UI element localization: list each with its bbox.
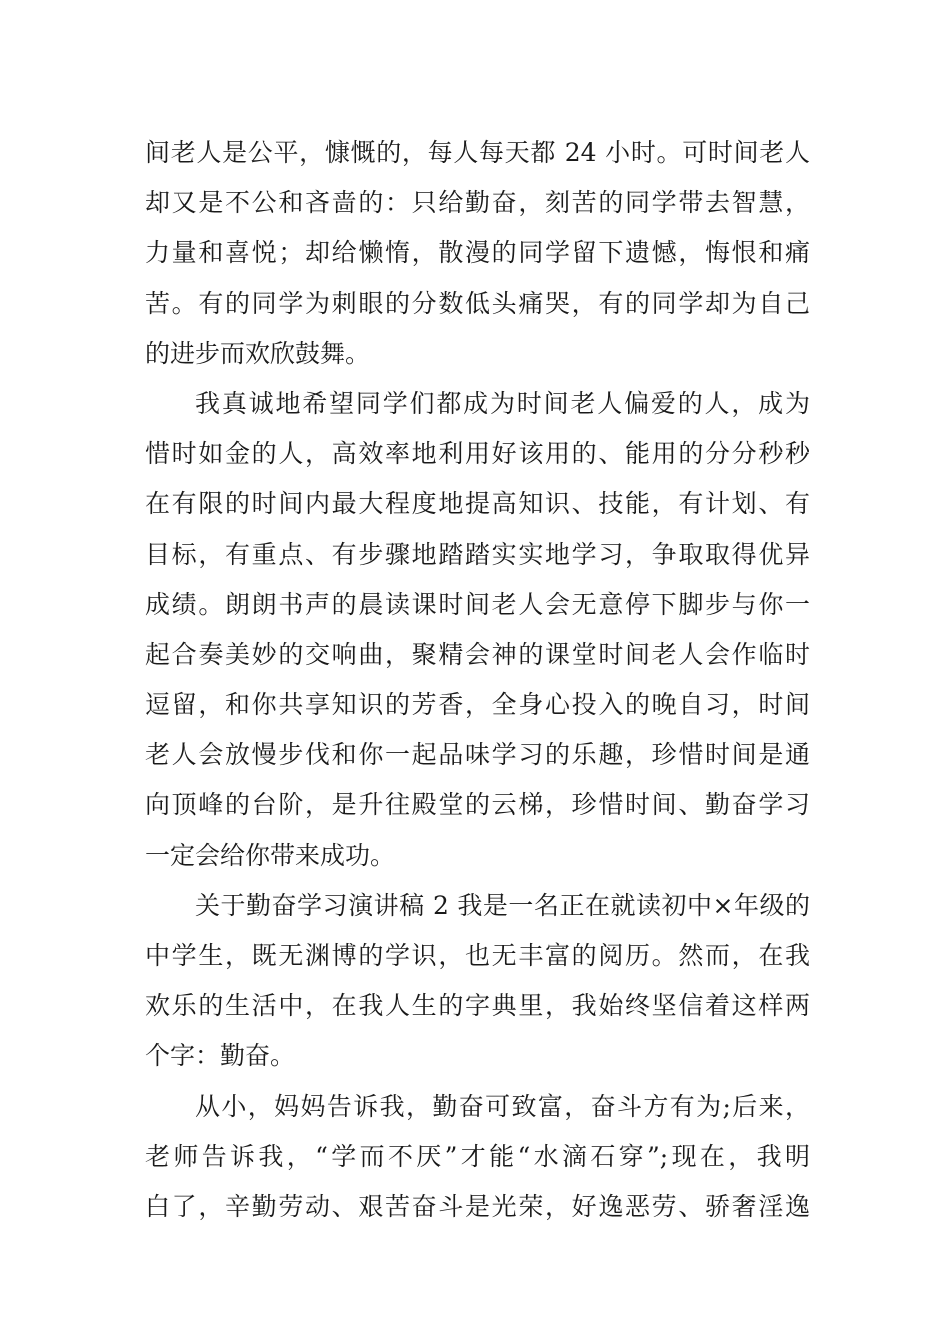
text-line: 起合奏美妙的交响曲，聚精会神的课堂时间老人会作临时	[145, 639, 810, 669]
text-line: 力量和喜悦；却给懒惰，散漫的同学留下遗憾，悔恨和痛	[145, 238, 810, 268]
text-line: 向顶峰的台阶，是升往殿堂的云梯，珍惜时间、勤奋学习	[145, 790, 810, 820]
text-line: 老人会放慢步伐和你一起品味学习的乐趣，珍惜时间是通	[145, 740, 810, 770]
text-line: 欢乐的生活中，在我人生的字典里，我始终坚信着这样两	[145, 991, 810, 1021]
text-line: 成绩。朗朗书声的晨读课时间老人会无意停下脚步与你一	[145, 589, 810, 619]
text-line: 的进步而欢欣鼓舞。	[145, 338, 371, 368]
text-line: 逗留，和你共享知识的芳香，全身心投入的晚自习，时间	[145, 690, 810, 720]
text-line: 间老人是公平，慷慨的，每人每天都 24 小时。可时间老人	[145, 138, 810, 167]
text-line: 目标，有重点、有步骤地踏踏实实地学习，争取取得优异	[145, 539, 810, 569]
text-line: 白了，辛勤劳动、艰苦奋斗是光荣，好逸恶劳、骄奢淫逸	[145, 1191, 810, 1221]
text-line: 在有限的时间内最大程度地提高知识、技能，有计划、有	[145, 489, 810, 519]
text-line: 关于勤奋学习演讲稿 2 我是一名正在就读初中×年级的	[195, 890, 810, 920]
text-line: 惜时如金的人，高效率地利用好该用的、能用的分分秒秒	[145, 439, 810, 469]
text-line: 苦。有的同学为刺眼的分数低头痛哭，有的同学却为自己	[145, 288, 810, 318]
text-line: 中学生，既无渊博的学识，也无丰富的阅历。然而，在我	[145, 941, 810, 970]
body-text	[145, 128, 810, 1232]
text-line: 老师告诉我，“学而不厌”才能“水滴石穿”;现在，我明	[145, 1141, 810, 1171]
text-line: 一定会给你带来成功。	[145, 840, 396, 870]
text-line: 却又是不公和吝啬的：只给勤奋，刻苦的同学带去智慧，	[145, 188, 810, 218]
text-line: 我真诚地希望同学们都成为时间老人偏爱的人，成为	[195, 388, 810, 418]
text-line: 从小，妈妈告诉我，勤奋可致富，奋斗方有为;后来，	[195, 1091, 810, 1121]
text-line: 个字：勤奋。	[145, 1041, 296, 1071]
